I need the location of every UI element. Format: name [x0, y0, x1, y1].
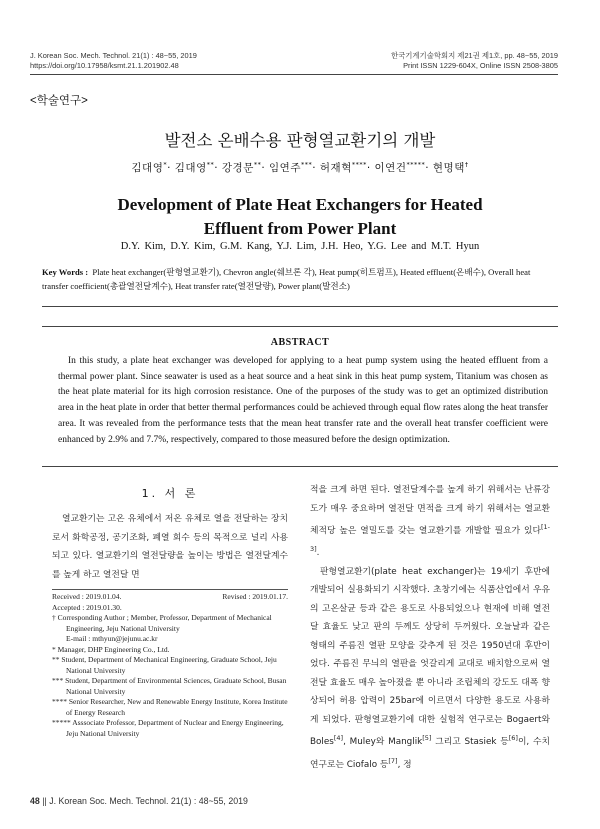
- affiliation-note-1: * Manager, DHP Engineering Co., Ltd.: [52, 644, 170, 654]
- running-header-left: [30, 51, 197, 71]
- revised-date: Revised : 2019.01.17.: [222, 592, 288, 601]
- title-english: [0, 193, 600, 241]
- affiliation-mark: *****: [406, 160, 426, 169]
- affiliation-mark: *: [163, 160, 168, 169]
- issn: Print ISSN 1229-604X, Online ISSN 2508-3805: [403, 61, 558, 70]
- section-heading-introduction: 1. 서 론: [141, 487, 199, 500]
- paragraph-text: 그리고 Stasiek 등: [431, 737, 509, 748]
- paragraph-text: , Muley와 Manglik: [343, 737, 423, 748]
- author-separator: ·: [312, 162, 317, 174]
- affiliation-mark: **: [253, 160, 262, 169]
- received-date: Received : 2019.01.04.: [52, 592, 122, 601]
- author-name: 이연건: [374, 162, 407, 174]
- citation: [4]: [333, 734, 344, 743]
- author-separator: ·: [261, 162, 266, 174]
- footnote-rule: [52, 589, 288, 590]
- corresponding-email: E-mail : mthyun@jejunu.ac.kr: [66, 634, 158, 643]
- author-name: 강경문: [221, 162, 254, 174]
- affiliation-note-4: **** Senior Researcher, New and Renewable Energy Institute, Korea Institute of Energy Research: [52, 697, 288, 717]
- affiliation-note-3: *** Student, Department of Environmental Sciences, Graduate School, Busan National University: [52, 676, 287, 696]
- abstract-heading: ABSTRACT: [270, 337, 330, 348]
- corresponding-author-note: † Corresponding Author ; Member, Professor, Department of Mechanical Engineering, Jeju National University: [52, 613, 272, 633]
- intro-left-column: [52, 510, 288, 584]
- author-name: 김대영: [131, 162, 164, 174]
- doi: https://doi.org/10.17958/ksmt.21.1.201902.48: [30, 61, 179, 70]
- abstract-bottom-rule: [42, 466, 558, 467]
- author-separator: ·: [425, 162, 430, 174]
- dates-row: [52, 592, 288, 603]
- title-korean: 발전소 온배수용 판형열교환기의 개발: [164, 131, 436, 150]
- header-rule: [30, 74, 558, 75]
- accepted-date: Accepted : 2019.01.30.: [52, 602, 122, 612]
- journal-citation: J. Korean Soc. Mech. Technol. 21(1) : 48~55, 2019: [30, 51, 197, 60]
- keywords-label: Key Words :: [42, 267, 89, 277]
- title-english-line-2: Effluent from Power Plant: [203, 219, 397, 238]
- paragraph-text: 판형열교환기(plate heat exchanger)는 19세기 후반에 개발되어 실용화되기 시작했다. 초창기에는 식품산업에서 우유의 고온살균 등과 같은 용도로 사용되었으나 현재에 비해 열전달 효율도 낮고 판의 두께도 상당히 두꺼웠다. 오늘날과 같은 형태의 주름진 열판 모양을 갖추게 된 것은 1950년대 후반이었다. 주름진 무늬의 열판을 엇갈리게 교대로 배치함으로써 열전달 효율도 매우 높아졌을 뿐 아니라 조립체의 강도도 대폭 향상되어 허용 압력이 25bar에 이르면서 다양한 용도로 사용하게 되었다. 판형열교환기에 대한 실험적 연구로는 Bogaert와 Boles: [310, 566, 550, 748]
- page-footer: [30, 796, 248, 806]
- authors-english: D.Y. Kim, D.Y. Kim, G.M. Kang, Y.J. Lim, J.H. Heo, Y.G. Lee and M.T. Hyun: [120, 241, 480, 252]
- affiliation-mark: †: [464, 160, 469, 169]
- footer-separator: ||: [39, 796, 50, 806]
- affiliation-mark: ****: [351, 160, 367, 169]
- affiliation-note-5: ***** Asssociate Professor, Department of Nuclear and Energy Engineering, Jeju National University: [52, 718, 284, 738]
- journal-citation-korean: 한국기계기술학회지 제21권 제1호, pp. 48~55, 2019: [391, 51, 558, 60]
- author-name: 현명택: [432, 162, 465, 174]
- footer-citation: J. Korean Soc. Mech. Technol. 21(1) : 48~55, 2019: [49, 796, 248, 806]
- author-name: 임연주: [269, 162, 301, 174]
- paragraph-text: , 정: [397, 759, 412, 770]
- paragraph-text: 적을 크게 하면 된다. 열전달계수를 높게 하기 위해서는 난류강도가 매우 중요하며 열전달 면적을 크게 하기 위해서는 열교환 체적당 높은 열밀도를 갖는 열교환기를 개발할 필요가 있다: [310, 485, 550, 536]
- author-separator: ·: [167, 162, 171, 174]
- keywords-block: [42, 265, 558, 293]
- intro-paragraph-plate-hx: [310, 563, 550, 774]
- affiliation-mark: **: [206, 160, 215, 169]
- author-separator: ·: [214, 162, 219, 174]
- intro-right-column: [310, 481, 550, 774]
- paragraph-text: 이, 수치연구로는 Ciofalo 등: [310, 737, 550, 770]
- author-name: 허재혁: [319, 162, 352, 174]
- affiliation-note-2: ** Student, Department of Mechanical Engineering, Graduate School, Jeju National University: [52, 655, 277, 675]
- author-name: 김대영: [174, 162, 207, 174]
- affiliation-mark: ***: [300, 160, 313, 169]
- citation: [6]: [508, 734, 518, 743]
- citation: [5]: [422, 734, 432, 743]
- abstract-body: In this study, a plate heat exchanger was developed for applying to a heat pump system using the heated effluent from a thermal power plant. Since seawater is used as a heat source and a heat sink in this heat pump system, Titanium was chosen as the heat plate material for its high corrosion resistance. One of the purposes of the study was to get an optimized distribution area in the heat plate in order that better thermal performances could be achieved through equal flow rates along the heat transfer area. It was revealed from the performance tests that the mean heat transfer rate and the overall heat transfer coefficient were enhanced by 2.9% and 7.7%, respectively, compared to those measured before the design optimization.: [58, 356, 548, 445]
- intro-paragraph: 열교환기는 고온 유체에서 저온 유체로 열을 전달하는 장치로서 화학공정, 공기조화, 폐열 회수 등의 목적으로 널리 사용되고 있다. 열교환기의 열전달량을 높이는 방법은 열전달계수를 높게 하고 열전달 면: [52, 514, 288, 580]
- keywords-text: Plate heat exchanger(판형열교환기), Chevron angle(쉐브론 각), Heat pump(히트펌프), Heated effluent(온배수), Overall heat transfer coefficient(총괄열전달계수), Heat transfer rate(열전달량), Power plant(발전소): [42, 267, 531, 291]
- abstract-top-rule: [42, 326, 558, 327]
- authors-korean: [0, 160, 600, 175]
- page-number: 48: [30, 796, 40, 806]
- running-header-right: [391, 51, 558, 71]
- citation: [7]: [388, 756, 398, 765]
- author-separator: ·: [366, 162, 371, 174]
- citation: [1-3]: [310, 523, 550, 554]
- keywords-rule: [42, 306, 558, 307]
- intro-paragraph-continued: [310, 481, 550, 563]
- article-category: <학술연구>: [30, 95, 88, 107]
- title-english-line-1: Development of Plate Heat Exchangers for Heated: [117, 195, 483, 214]
- paragraph-text: .: [316, 548, 320, 559]
- footnotes: [52, 589, 288, 739]
